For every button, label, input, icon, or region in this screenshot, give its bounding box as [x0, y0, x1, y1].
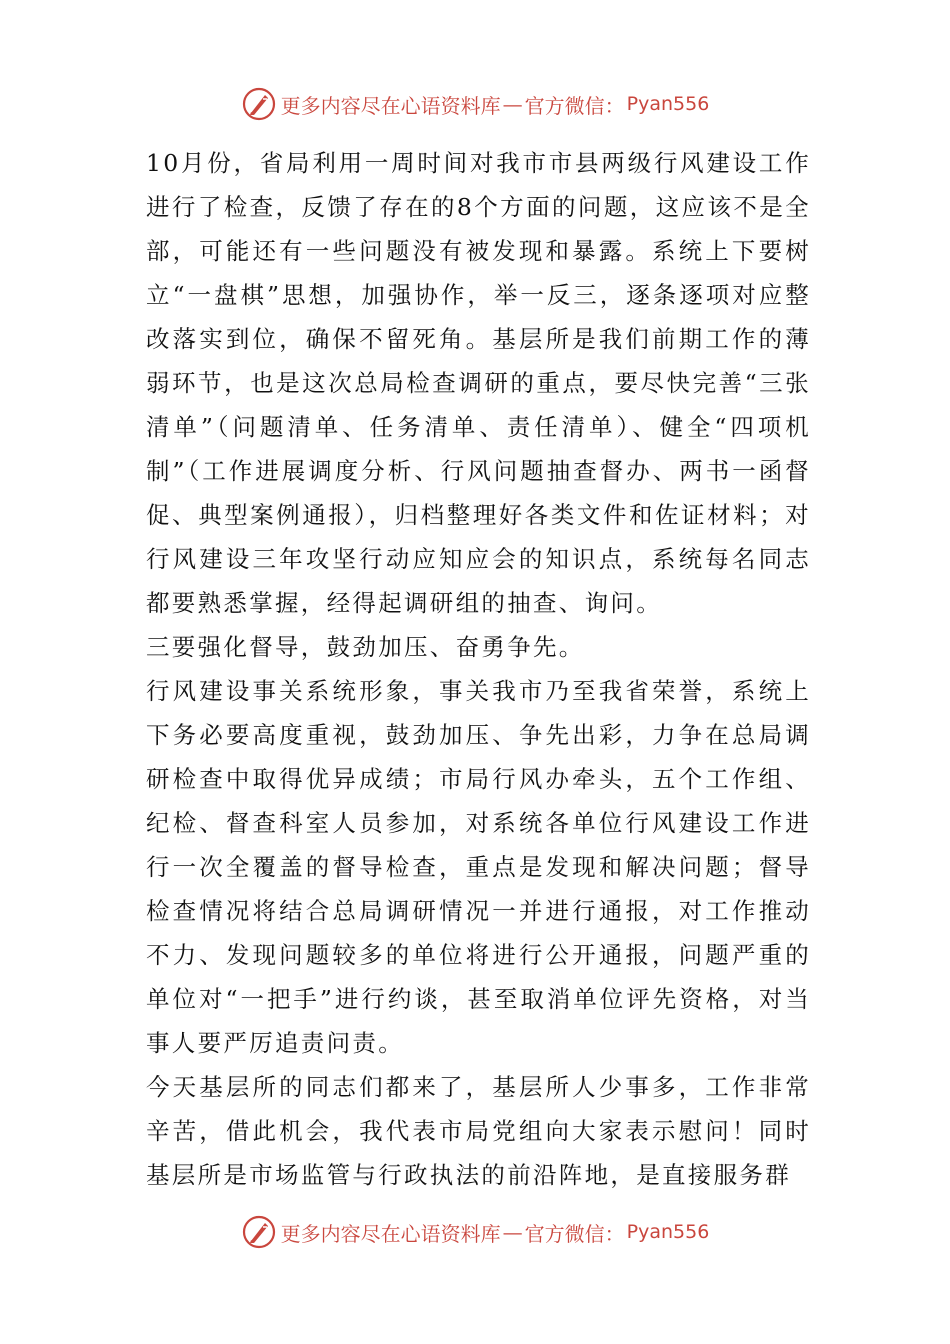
footer-wechat-label: 官方微信： [524, 1221, 625, 1246]
pen-feather-circle-icon [241, 86, 277, 122]
footer-dash: — [502, 1220, 523, 1244]
footer-banner [0, 1212, 950, 1252]
header-brand-text: 更多内容尽在心语资料库 [280, 93, 501, 118]
document-body [146, 141, 811, 1197]
header-dash: — [502, 92, 523, 116]
header-wechat-label: 官方微信： [524, 93, 625, 118]
pen-feather-circle-icon [241, 1214, 277, 1250]
paragraph-2: 三要强化督导，鼓劲加压、奋勇争先。 [146, 633, 585, 661]
header-wechat-id: Pyan556 [626, 93, 710, 115]
paragraph-4: 今天基层所的同志们都来了，基层所人少事多，工作非常辛苦，借此机会，我代表市局党组向大家表示慰问！同时基层所是市场监管与行政执法的前沿阵地，是直接服务群 [146, 1073, 811, 1189]
footer-wechat-id: Pyan556 [626, 1221, 710, 1243]
paragraph-1: 10月份，省局利用一周时间对我市市县两级行风建设工作进行了检查，反馈了存在的8个方面的问题，这应该不是全部，可能还有一些问题没有被发现和暴露。系统上下要树立“一盘棋”思想，加强协作，举一反三，逐条逐项对应整改落实到位，确保不留死角。基层所是我们前期工作的薄弱环节，也是这次总局检查调研的重点，要尽快完善“三张清单”（问题清单、任务清单、责任清单）、健全“四项机制”（工作进展调度分析、行风问题抽查督办、两书一函督促、典型案例通报），归档整理好各类文件和佐证材料；对行风建设三年攻坚行动应知应会的知识点，系统每名同志都要熟悉掌握，经得起调研组的抽查、询问。 [146, 149, 811, 617]
header-banner [0, 84, 950, 124]
paragraph-3: 行风建设事关系统形象，事关我市乃至我省荣誉，系统上下务必要高度重视，鼓劲加压、争先出彩，力争在总局调研检查中取得优异成绩；市局行风办牵头，五个工作组、纪检、督查科室人员参加，对系统各单位行风建设工作进行一次全覆盖的督导检查，重点是发现和解决问题；督导检查情况将结合总局调研情况一并进行通报，对工作推动不力、发现问题较多的单位将进行公开通报，问题严重的单位对“一把手”进行约谈，甚至取消单位评先资格，对当事人要严厉追责问责。 [146, 677, 811, 1057]
footer-brand-text: 更多内容尽在心语资料库 [280, 1221, 501, 1246]
